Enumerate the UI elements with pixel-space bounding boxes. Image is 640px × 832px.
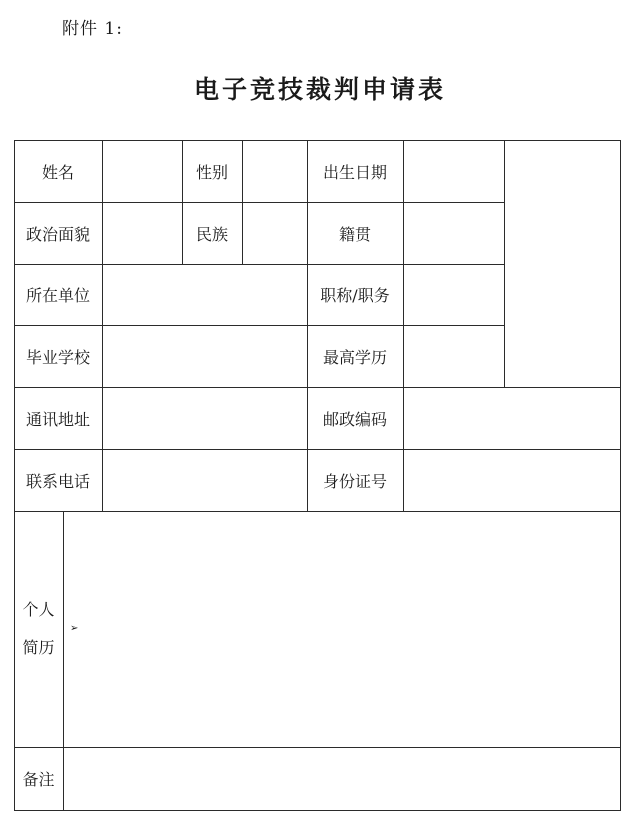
- workplace-label: 所在单位: [25, 286, 90, 305]
- gender-label: 性别: [195, 162, 228, 182]
- workplace-field[interactable]: [102, 264, 307, 325]
- name-field[interactable]: [102, 140, 182, 202]
- page-title: 电子竞技裁判申请表: [193, 75, 446, 104]
- address-label: 通讯地址: [25, 409, 90, 429]
- name-label: 姓名: [41, 162, 74, 182]
- phone-field[interactable]: [102, 449, 307, 511]
- resume-label-line2: 简历: [22, 638, 55, 657]
- title-position-field[interactable]: [403, 264, 504, 325]
- gender-field[interactable]: [242, 140, 307, 202]
- photo-field[interactable]: [504, 140, 620, 387]
- postal-code-field[interactable]: [403, 387, 620, 449]
- native-place-label: 籍贯: [338, 224, 371, 244]
- id-number-field[interactable]: [403, 449, 620, 511]
- resume-label: [14, 511, 63, 747]
- arrow-bullet-icon: ➢: [70, 623, 79, 634]
- native-place-field[interactable]: [403, 202, 504, 264]
- resume-label-line1: 个人: [22, 600, 55, 619]
- political-status-label: 政治面貌: [25, 224, 90, 244]
- education-field[interactable]: [403, 325, 504, 387]
- remarks-field[interactable]: [63, 747, 620, 810]
- attachment-label: 附件 1:: [62, 19, 123, 39]
- birth-date-field[interactable]: [403, 140, 504, 202]
- education-label: 最高学历: [322, 347, 387, 367]
- table-border-bottom: [14, 810, 621, 811]
- id-number-label: 身份证号: [322, 471, 387, 491]
- phone-label: 联系电话: [25, 471, 90, 491]
- political-status-field[interactable]: [102, 202, 182, 264]
- table-border-right: [620, 140, 621, 811]
- title-position-label: 职称/职务: [320, 286, 390, 305]
- address-field[interactable]: [102, 387, 307, 449]
- ethnicity-label: 民族: [195, 224, 228, 244]
- ethnicity-field[interactable]: [242, 202, 307, 264]
- graduate-school-label: 毕业学校: [25, 347, 90, 367]
- remarks-label: 备注: [22, 770, 55, 789]
- birth-date-label: 出生日期: [322, 162, 387, 182]
- postal-code-label: 邮政编码: [322, 409, 387, 429]
- resume-field[interactable]: [63, 511, 620, 747]
- graduate-school-field[interactable]: [102, 325, 307, 387]
